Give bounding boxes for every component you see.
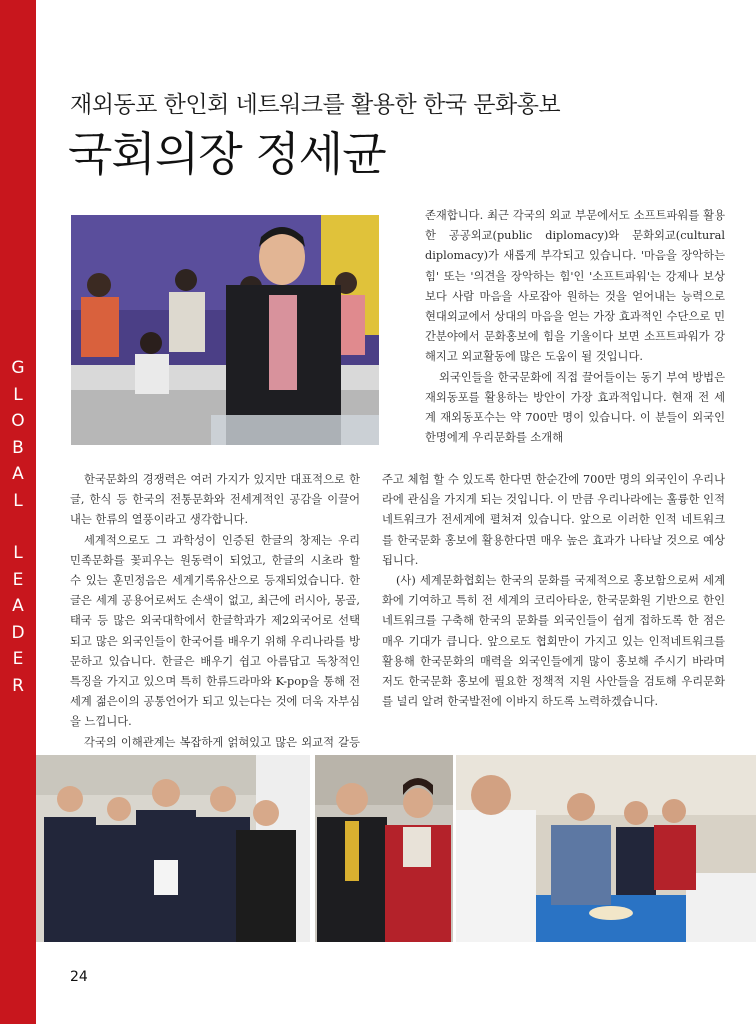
article-title: 국회의장 정세균: [68, 127, 386, 181]
bottom-photo-pair: [315, 755, 453, 942]
paragraph: 존재합니다. 최근 각국의 외교 부문에서도 소프트파워를 활용한 공공외교(public diplomacy)와 문화외교(cultural diplomacy)가 새롭게 부각되고 있습니다. '마음을 장악하는 힘' 또는 '의견을 장악하는 힘'인 '소프트파워'는 강제나 보상보다 사람 마음을 사로잡아 원하는 것을 얻어내는 능력으로 현대외교에서 상대의 마음을 얻는 가장 효과적인 수단으로 민간분야에서 문화홍보에 힘을 기울이다 보면 소프트파워가 강해지고 외교활동에 많은 도움이 될 것입니다.: [425, 209, 725, 364]
right-column-top: [425, 206, 725, 448]
side-letter: A: [12, 596, 24, 616]
paragraph: (사) 세계문화협회는 한국의 문화를 국제적으로 홍보함으로써 세계화에 기여하고 특히 전 세계의 코리아타운, 한국문화원 기반으로 한인 네트워크를 구축해 한국의 문화를 외국인들이 쉽게 접하도록 한 점은 매우 기대가 큽니다. 앞으로도 협회만이 가지고 있는 인적네트워크를 활용해 한국문화의 매력을 외국인들에게 많이 홍보해 주시기 바라며 저도 한국문화 홍보에 필요한 정책적 지원 사안들을 검토해 우리문화를 널리 알려 한국발전에 이바지 하도록 노력하겠습니다.: [382, 574, 725, 709]
right-column: [382, 470, 725, 712]
side-letter: B: [12, 437, 24, 458]
side-letter: L: [13, 490, 23, 511]
paragraph: 외국인들을 한국문화에 직접 끌어들이는 동기 부여 방법은 재외동포를 활용하는 방안이 가장 효과적입니다. 현재 전 세계 재외동포수는 약 700만 명이 있습니다. 이 분들이 외국인 한명에게 우리문화를 소개해: [425, 370, 725, 445]
paragraph: 각국의 이해관계는 복잡하게 얽혀있고 많은 외교적 갈등: [84, 735, 360, 749]
main-photo: [71, 215, 379, 445]
paragraph: 세계적으로도 그 과학성이 인증된 한글의 창제는 우리 민족문화를 꽃피우는 원동력이 되었고, 한글의 시초라 할 수 있는 훈민정음은 세계기록유산으로 등재되었습니다. 한글은 세계 공용어로써도 손색이 없고, 최근에 러시아, 몽골, 태국 등 많은 외국대학에서 한글학과가 제2외국어로 선택되고 많은 외국인들이 한국어를 배우기 위해 우리나라를 방문하고 있습니다. 한글은 배우기 쉽고 아름답고 독창적인 특징을 가지고 있으며 특히 한류드라마와 K-pop을 통해 전세계 젊은이의 공통언어가 되고 있는다는 것에 더욱 자부심을 느낍니다.: [70, 533, 360, 729]
side-letter: R: [12, 675, 24, 696]
side-letter: D: [11, 622, 25, 643]
paragraph: 한국문화의 경쟁력은 여러 가지가 있지만 대표적으로 한글, 한식 등 한국의 전통문화와 전세계적인 공감을 이끌어 내는 한류의 열풍이라고 생각합니다.: [70, 473, 360, 527]
article-subtitle: 재외동포 한인회 네트워크를 활용한 한국 문화홍보: [70, 92, 561, 118]
side-letter-gap: [0, 514, 36, 540]
side-letter: G: [11, 358, 25, 378]
bottom-photo-event: [456, 755, 756, 942]
side-letter: L: [13, 543, 23, 563]
side-letter: E: [12, 649, 24, 669]
left-column: [70, 470, 360, 773]
page-number: 24: [70, 969, 88, 985]
side-letter: L: [13, 384, 23, 405]
side-label-global-leader: [0, 355, 36, 699]
bottom-photo-group: [36, 755, 310, 942]
paragraph: 주고 체험 할 수 있도록 한다면 한순간에 700만 명의 외국인이 우리나라에 관심을 가지게 되는 것입니다. 이 만큼 우리나라에는 훌륭한 인적 네트워크가 전세계에 펼쳐져 있습니다. 앞으로 이러한 인적 네트워크를 한국문화 홍보에 활용한다면 매우 높은 효과가 나타날 것으로 예상됩니다.: [382, 473, 725, 567]
side-letter: O: [11, 411, 25, 431]
side-letter: A: [12, 464, 24, 484]
side-letter: E: [12, 569, 24, 590]
